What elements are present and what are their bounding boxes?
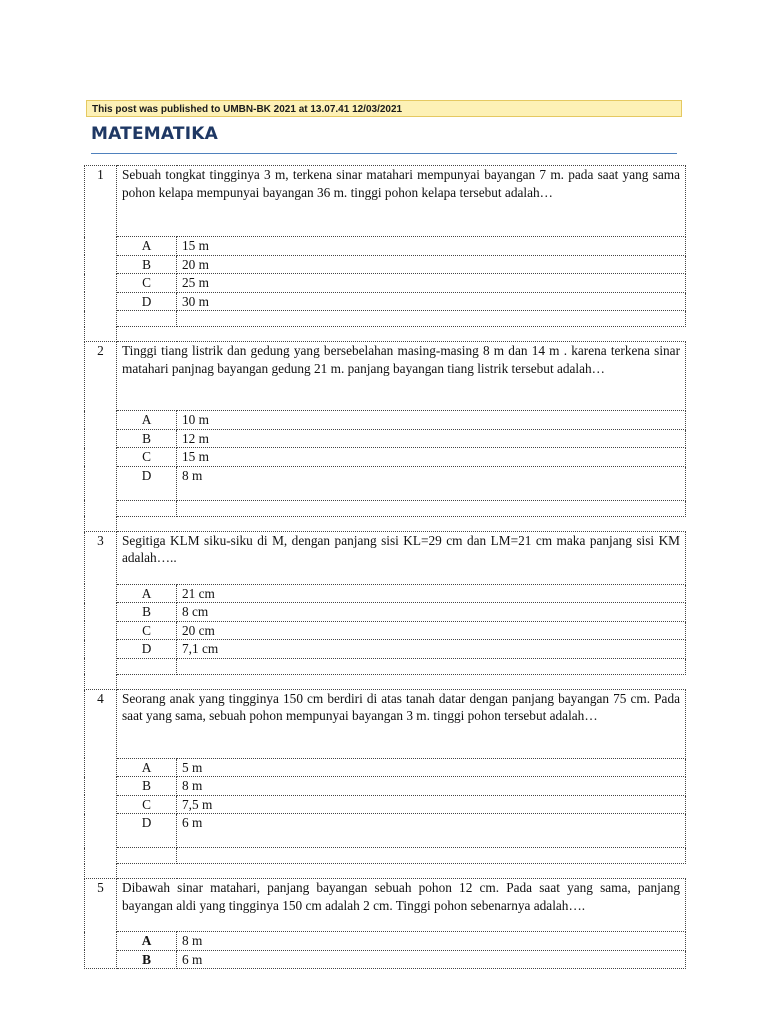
option-letter: C xyxy=(117,795,177,814)
option-letter: D xyxy=(117,640,177,659)
option-value: 20 cm xyxy=(177,621,686,640)
question-row xyxy=(85,342,686,411)
option-letter: B xyxy=(117,429,177,448)
question-number: 1 xyxy=(85,166,117,342)
question-number: 2 xyxy=(85,342,117,532)
option-value: 8 cm xyxy=(177,603,686,622)
gap-row xyxy=(85,516,686,531)
question-text: Segitiga KLM siku-siku di M, dengan panjang sisi KL=29 cm dan LM=21 cm maka panjang sisi KM adalah….. xyxy=(117,531,686,584)
option-value: 8 m xyxy=(177,932,686,951)
option-value: 10 m xyxy=(177,411,686,430)
option-row[interactable] xyxy=(85,621,686,640)
option-row[interactable] xyxy=(85,274,686,293)
option-value: 7,5 m xyxy=(177,795,686,814)
option-row[interactable] xyxy=(85,448,686,467)
option-row[interactable] xyxy=(85,292,686,311)
option-row[interactable] xyxy=(85,237,686,256)
option-value: 12 m xyxy=(177,429,686,448)
question-text: Seorang anak yang tingginya 150 cm berdiri di atas tanah datar dengan panjang bayangan 75 cm. Pada saat yang sama, sebuah pohon mempunyai bayangan 3 m. tinggi pohon tersebut adalah… xyxy=(117,689,686,758)
questions-table xyxy=(84,165,686,969)
option-letter: C xyxy=(117,621,177,640)
option-row[interactable] xyxy=(85,814,686,848)
question-row xyxy=(85,166,686,237)
option-value: 15 m xyxy=(177,237,686,256)
spacer-row xyxy=(85,311,686,327)
option-value: 15 m xyxy=(177,448,686,467)
option-row[interactable] xyxy=(85,429,686,448)
option-value: 5 m xyxy=(177,758,686,777)
spacer-row xyxy=(85,500,686,516)
question-row xyxy=(85,879,686,932)
question-text: Tinggi tiang listrik dan gedung yang bersebelahan masing-masing 8 m dan 14 m . karena terkena sinar matahari panjnag bayangan gedung 21 m. panjang bayangan tiang listrik tersebut adalah… xyxy=(117,342,686,411)
option-letter: D xyxy=(117,814,177,848)
option-letter: A xyxy=(117,237,177,256)
spacer-row xyxy=(85,848,686,864)
option-letter: C xyxy=(117,448,177,467)
spacer-row xyxy=(85,658,686,674)
page-title: MATEMATIKA xyxy=(91,124,218,144)
option-row[interactable] xyxy=(85,758,686,777)
option-letter: D xyxy=(117,466,177,500)
option-row[interactable] xyxy=(85,584,686,603)
option-row[interactable] xyxy=(85,932,686,951)
gap-row xyxy=(85,674,686,689)
option-letter: C xyxy=(117,274,177,293)
option-letter: A xyxy=(117,932,177,951)
question-row xyxy=(85,531,686,584)
option-row[interactable] xyxy=(85,795,686,814)
option-value: 7,1 cm xyxy=(177,640,686,659)
question-number: 3 xyxy=(85,531,117,689)
title-underline xyxy=(91,153,677,154)
option-row[interactable] xyxy=(85,603,686,622)
gap-row xyxy=(85,327,686,342)
gap-row xyxy=(85,864,686,879)
question-text: Dibawah sinar matahari, panjang bayangan sebuah pohon 12 cm. Pada saat yang sama, panjang bayangan aldi yang tingginya 150 cm adalah 2 cm. Tinggi pohon sebenarnya adalah…. xyxy=(117,879,686,932)
option-row[interactable] xyxy=(85,950,686,969)
option-value: 8 m xyxy=(177,777,686,796)
option-letter: A xyxy=(117,584,177,603)
question-text: Sebuah tongkat tingginya 3 m, terkena sinar matahari mempunyai bayangan 7 m. pada saat yang sama pohon kelapa mempunyai bayangan 36 m. tinggi pohon kelapa tersebut adalah… xyxy=(117,166,686,237)
option-value: 8 m xyxy=(177,466,686,500)
option-letter: B xyxy=(117,255,177,274)
option-value: 20 m xyxy=(177,255,686,274)
option-row[interactable] xyxy=(85,411,686,430)
option-letter: A xyxy=(117,758,177,777)
question-row xyxy=(85,689,686,758)
option-value: 30 m xyxy=(177,292,686,311)
question-number: 5 xyxy=(85,879,117,969)
question-number: 4 xyxy=(85,689,117,879)
option-letter: B xyxy=(117,603,177,622)
option-row[interactable] xyxy=(85,777,686,796)
option-letter: B xyxy=(117,950,177,969)
option-value: 25 m xyxy=(177,274,686,293)
publish-banner: This post was published to UMBN-BK 2021 at 13.07.41 12/03/2021 xyxy=(86,100,682,117)
option-row[interactable] xyxy=(85,640,686,659)
option-letter: D xyxy=(117,292,177,311)
option-value: 21 cm xyxy=(177,584,686,603)
option-row[interactable] xyxy=(85,255,686,274)
option-letter: B xyxy=(117,777,177,796)
option-letter: A xyxy=(117,411,177,430)
option-value: 6 m xyxy=(177,814,686,848)
option-row[interactable] xyxy=(85,466,686,500)
option-value: 6 m xyxy=(177,950,686,969)
